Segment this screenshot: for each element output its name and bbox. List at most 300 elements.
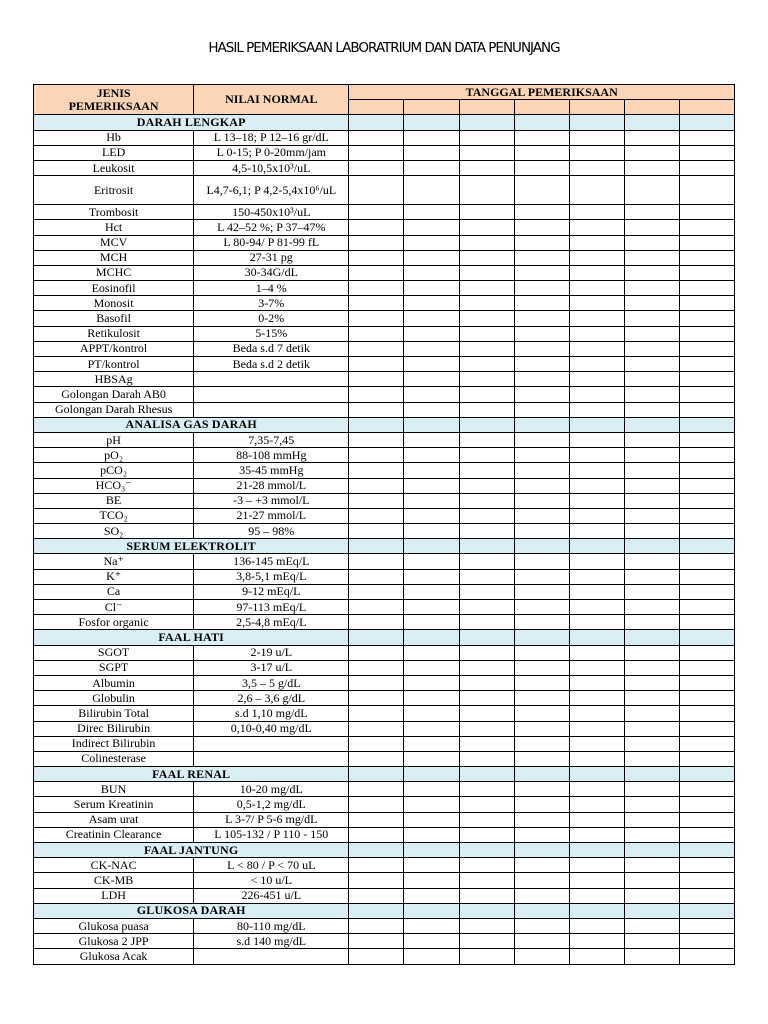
result-cell[interactable] xyxy=(569,721,624,736)
result-cell[interactable] xyxy=(349,706,404,721)
result-cell[interactable] xyxy=(624,660,679,675)
result-cell[interactable] xyxy=(404,706,459,721)
result-cell[interactable] xyxy=(514,645,569,660)
result-cell[interactable] xyxy=(459,858,514,873)
result-cell[interactable] xyxy=(459,205,514,220)
result-cell[interactable] xyxy=(514,402,569,417)
result-cell[interactable] xyxy=(404,448,459,463)
result-cell[interactable] xyxy=(349,281,404,296)
result-cell[interactable] xyxy=(349,584,404,599)
result-cell[interactable] xyxy=(679,220,734,235)
result-cell[interactable] xyxy=(569,357,624,372)
result-cell[interactable] xyxy=(514,554,569,569)
result-cell[interactable] xyxy=(569,176,624,205)
result-cell[interactable] xyxy=(569,402,624,417)
result-cell[interactable] xyxy=(679,675,734,690)
result-cell[interactable] xyxy=(679,736,734,751)
result-cell[interactable] xyxy=(624,205,679,220)
result-cell[interactable] xyxy=(679,357,734,372)
result-cell[interactable] xyxy=(459,281,514,296)
result-cell[interactable] xyxy=(624,296,679,311)
result-cell[interactable] xyxy=(404,341,459,356)
result-cell[interactable] xyxy=(679,584,734,599)
result-cell[interactable] xyxy=(459,675,514,690)
result-cell[interactable] xyxy=(679,524,734,539)
result-cell[interactable] xyxy=(679,508,734,523)
result-cell[interactable] xyxy=(349,873,404,888)
result-cell[interactable] xyxy=(349,250,404,265)
result-cell[interactable] xyxy=(679,205,734,220)
result-cell[interactable] xyxy=(459,463,514,478)
result-cell[interactable] xyxy=(404,569,459,584)
result-cell[interactable] xyxy=(459,448,514,463)
result-cell[interactable] xyxy=(679,176,734,205)
result-cell[interactable] xyxy=(514,463,569,478)
result-cell[interactable] xyxy=(459,341,514,356)
result-cell[interactable] xyxy=(514,812,569,827)
result-cell[interactable] xyxy=(404,645,459,660)
result-cell[interactable] xyxy=(679,145,734,160)
result-cell[interactable] xyxy=(679,888,734,903)
result-cell[interactable] xyxy=(514,145,569,160)
result-cell[interactable] xyxy=(514,326,569,341)
result-cell[interactable] xyxy=(679,600,734,615)
result-cell[interactable] xyxy=(459,508,514,523)
result-cell[interactable] xyxy=(569,736,624,751)
result-cell[interactable] xyxy=(514,584,569,599)
result-cell[interactable] xyxy=(404,160,459,175)
result-cell[interactable] xyxy=(459,569,514,584)
result-cell[interactable] xyxy=(514,311,569,326)
result-cell[interactable] xyxy=(514,250,569,265)
result-cell[interactable] xyxy=(514,797,569,812)
result-cell[interactable] xyxy=(569,432,624,447)
result-cell[interactable] xyxy=(514,341,569,356)
result-cell[interactable] xyxy=(679,706,734,721)
result-cell[interactable] xyxy=(514,205,569,220)
result-cell[interactable] xyxy=(404,600,459,615)
result-cell[interactable] xyxy=(679,402,734,417)
result-cell[interactable] xyxy=(624,812,679,827)
result-cell[interactable] xyxy=(459,478,514,493)
result-cell[interactable] xyxy=(569,463,624,478)
result-cell[interactable] xyxy=(404,524,459,539)
result-cell[interactable] xyxy=(349,493,404,508)
result-cell[interactable] xyxy=(679,478,734,493)
result-cell[interactable] xyxy=(624,432,679,447)
result-cell[interactable] xyxy=(459,782,514,797)
result-cell[interactable] xyxy=(514,220,569,235)
result-cell[interactable] xyxy=(404,797,459,812)
result-cell[interactable] xyxy=(624,782,679,797)
result-cell[interactable] xyxy=(459,554,514,569)
result-cell[interactable] xyxy=(459,130,514,145)
result-cell[interactable] xyxy=(349,888,404,903)
result-cell[interactable] xyxy=(514,918,569,933)
result-cell[interactable] xyxy=(624,463,679,478)
result-cell[interactable] xyxy=(569,311,624,326)
result-cell[interactable] xyxy=(404,782,459,797)
result-cell[interactable] xyxy=(349,615,404,630)
result-cell[interactable] xyxy=(679,660,734,675)
result-cell[interactable] xyxy=(459,357,514,372)
result-cell[interactable] xyxy=(514,691,569,706)
result-cell[interactable] xyxy=(569,160,624,175)
result-cell[interactable] xyxy=(624,357,679,372)
result-cell[interactable] xyxy=(569,691,624,706)
result-cell[interactable] xyxy=(349,751,404,766)
result-cell[interactable] xyxy=(569,524,624,539)
result-cell[interactable] xyxy=(569,569,624,584)
result-cell[interactable] xyxy=(679,782,734,797)
result-cell[interactable] xyxy=(679,296,734,311)
result-cell[interactable] xyxy=(349,448,404,463)
result-cell[interactable] xyxy=(349,160,404,175)
result-cell[interactable] xyxy=(404,235,459,250)
result-cell[interactable] xyxy=(569,873,624,888)
result-cell[interactable] xyxy=(459,265,514,280)
result-cell[interactable] xyxy=(624,554,679,569)
result-cell[interactable] xyxy=(459,326,514,341)
result-cell[interactable] xyxy=(569,858,624,873)
result-cell[interactable] xyxy=(349,736,404,751)
result-cell[interactable] xyxy=(514,524,569,539)
result-cell[interactable] xyxy=(679,265,734,280)
result-cell[interactable] xyxy=(459,296,514,311)
result-cell[interactable] xyxy=(514,265,569,280)
result-cell[interactable] xyxy=(624,584,679,599)
result-cell[interactable] xyxy=(624,372,679,387)
result-cell[interactable] xyxy=(404,432,459,447)
result-cell[interactable] xyxy=(349,554,404,569)
result-cell[interactable] xyxy=(679,691,734,706)
result-cell[interactable] xyxy=(624,873,679,888)
result-cell[interactable] xyxy=(514,736,569,751)
result-cell[interactable] xyxy=(349,432,404,447)
result-cell[interactable] xyxy=(349,600,404,615)
result-cell[interactable] xyxy=(349,934,404,949)
result-cell[interactable] xyxy=(349,205,404,220)
result-cell[interactable] xyxy=(514,949,569,964)
result-cell[interactable] xyxy=(459,949,514,964)
result-cell[interactable] xyxy=(569,888,624,903)
result-cell[interactable] xyxy=(514,130,569,145)
result-cell[interactable] xyxy=(459,311,514,326)
result-cell[interactable] xyxy=(569,949,624,964)
result-cell[interactable] xyxy=(569,934,624,949)
result-cell[interactable] xyxy=(404,281,459,296)
result-cell[interactable] xyxy=(459,918,514,933)
result-cell[interactable] xyxy=(459,615,514,630)
result-cell[interactable] xyxy=(404,660,459,675)
result-cell[interactable] xyxy=(459,888,514,903)
result-cell[interactable] xyxy=(569,326,624,341)
result-cell[interactable] xyxy=(514,357,569,372)
result-cell[interactable] xyxy=(459,873,514,888)
result-cell[interactable] xyxy=(404,130,459,145)
result-cell[interactable] xyxy=(679,949,734,964)
result-cell[interactable] xyxy=(569,645,624,660)
result-cell[interactable] xyxy=(679,797,734,812)
result-cell[interactable] xyxy=(349,372,404,387)
result-cell[interactable] xyxy=(514,478,569,493)
result-cell[interactable] xyxy=(624,176,679,205)
result-cell[interactable] xyxy=(404,812,459,827)
result-cell[interactable] xyxy=(349,645,404,660)
result-cell[interactable] xyxy=(679,812,734,827)
result-cell[interactable] xyxy=(624,493,679,508)
result-cell[interactable] xyxy=(404,463,459,478)
result-cell[interactable] xyxy=(349,569,404,584)
result-cell[interactable] xyxy=(569,812,624,827)
result-cell[interactable] xyxy=(679,311,734,326)
result-cell[interactable] xyxy=(569,235,624,250)
result-cell[interactable] xyxy=(459,691,514,706)
result-cell[interactable] xyxy=(624,645,679,660)
result-cell[interactable] xyxy=(679,463,734,478)
result-cell[interactable] xyxy=(349,341,404,356)
result-cell[interactable] xyxy=(459,827,514,842)
result-cell[interactable] xyxy=(459,584,514,599)
result-cell[interactable] xyxy=(404,751,459,766)
result-cell[interactable] xyxy=(349,176,404,205)
result-cell[interactable] xyxy=(679,341,734,356)
result-cell[interactable] xyxy=(349,508,404,523)
result-cell[interactable] xyxy=(514,493,569,508)
result-cell[interactable] xyxy=(404,296,459,311)
result-cell[interactable] xyxy=(624,569,679,584)
result-cell[interactable] xyxy=(514,600,569,615)
result-cell[interactable] xyxy=(404,615,459,630)
result-cell[interactable] xyxy=(459,493,514,508)
result-cell[interactable] xyxy=(569,508,624,523)
result-cell[interactable] xyxy=(624,341,679,356)
result-cell[interactable] xyxy=(514,296,569,311)
result-cell[interactable] xyxy=(679,160,734,175)
result-cell[interactable] xyxy=(569,478,624,493)
result-cell[interactable] xyxy=(349,918,404,933)
result-cell[interactable] xyxy=(404,387,459,402)
result-cell[interactable] xyxy=(569,554,624,569)
result-cell[interactable] xyxy=(679,372,734,387)
result-cell[interactable] xyxy=(569,493,624,508)
result-cell[interactable] xyxy=(459,797,514,812)
result-cell[interactable] xyxy=(624,934,679,949)
result-cell[interactable] xyxy=(459,145,514,160)
result-cell[interactable] xyxy=(569,372,624,387)
result-cell[interactable] xyxy=(624,478,679,493)
result-cell[interactable] xyxy=(349,402,404,417)
result-cell[interactable] xyxy=(349,691,404,706)
result-cell[interactable] xyxy=(404,176,459,205)
result-cell[interactable] xyxy=(349,660,404,675)
result-cell[interactable] xyxy=(404,827,459,842)
result-cell[interactable] xyxy=(679,615,734,630)
result-cell[interactable] xyxy=(569,265,624,280)
result-cell[interactable] xyxy=(404,265,459,280)
result-cell[interactable] xyxy=(404,873,459,888)
result-cell[interactable] xyxy=(679,751,734,766)
result-cell[interactable] xyxy=(349,296,404,311)
result-cell[interactable] xyxy=(514,827,569,842)
result-cell[interactable] xyxy=(624,736,679,751)
result-cell[interactable] xyxy=(624,250,679,265)
result-cell[interactable] xyxy=(679,569,734,584)
result-cell[interactable] xyxy=(349,858,404,873)
result-cell[interactable] xyxy=(459,751,514,766)
result-cell[interactable] xyxy=(569,220,624,235)
result-cell[interactable] xyxy=(404,311,459,326)
result-cell[interactable] xyxy=(624,160,679,175)
result-cell[interactable] xyxy=(569,145,624,160)
result-cell[interactable] xyxy=(679,448,734,463)
result-cell[interactable] xyxy=(679,130,734,145)
result-cell[interactable] xyxy=(569,250,624,265)
result-cell[interactable] xyxy=(624,524,679,539)
result-cell[interactable] xyxy=(514,706,569,721)
result-cell[interactable] xyxy=(514,675,569,690)
result-cell[interactable] xyxy=(514,934,569,949)
result-cell[interactable] xyxy=(349,797,404,812)
result-cell[interactable] xyxy=(624,751,679,766)
result-cell[interactable] xyxy=(679,281,734,296)
result-cell[interactable] xyxy=(624,220,679,235)
result-cell[interactable] xyxy=(404,736,459,751)
result-cell[interactable] xyxy=(459,220,514,235)
result-cell[interactable] xyxy=(679,387,734,402)
result-cell[interactable] xyxy=(404,584,459,599)
result-cell[interactable] xyxy=(404,934,459,949)
result-cell[interactable] xyxy=(624,918,679,933)
result-cell[interactable] xyxy=(459,660,514,675)
result-cell[interactable] xyxy=(569,341,624,356)
result-cell[interactable] xyxy=(404,145,459,160)
result-cell[interactable] xyxy=(349,721,404,736)
result-cell[interactable] xyxy=(459,160,514,175)
result-cell[interactable] xyxy=(679,493,734,508)
result-cell[interactable] xyxy=(404,675,459,690)
result-cell[interactable] xyxy=(624,145,679,160)
result-cell[interactable] xyxy=(349,478,404,493)
result-cell[interactable] xyxy=(679,934,734,949)
result-cell[interactable] xyxy=(349,812,404,827)
result-cell[interactable] xyxy=(514,615,569,630)
result-cell[interactable] xyxy=(569,296,624,311)
result-cell[interactable] xyxy=(624,265,679,280)
result-cell[interactable] xyxy=(404,508,459,523)
result-cell[interactable] xyxy=(624,675,679,690)
result-cell[interactable] xyxy=(679,721,734,736)
result-cell[interactable] xyxy=(679,326,734,341)
result-cell[interactable] xyxy=(459,736,514,751)
result-cell[interactable] xyxy=(459,402,514,417)
result-cell[interactable] xyxy=(349,235,404,250)
result-cell[interactable] xyxy=(569,584,624,599)
result-cell[interactable] xyxy=(569,751,624,766)
result-cell[interactable] xyxy=(679,873,734,888)
result-cell[interactable] xyxy=(459,432,514,447)
result-cell[interactable] xyxy=(624,888,679,903)
result-cell[interactable] xyxy=(404,858,459,873)
result-cell[interactable] xyxy=(569,615,624,630)
result-cell[interactable] xyxy=(569,130,624,145)
result-cell[interactable] xyxy=(569,706,624,721)
result-cell[interactable] xyxy=(459,235,514,250)
result-cell[interactable] xyxy=(459,387,514,402)
result-cell[interactable] xyxy=(514,569,569,584)
result-cell[interactable] xyxy=(624,235,679,250)
result-cell[interactable] xyxy=(514,281,569,296)
result-cell[interactable] xyxy=(624,706,679,721)
result-cell[interactable] xyxy=(404,949,459,964)
result-cell[interactable] xyxy=(569,281,624,296)
result-cell[interactable] xyxy=(404,250,459,265)
result-cell[interactable] xyxy=(349,463,404,478)
result-cell[interactable] xyxy=(404,326,459,341)
result-cell[interactable] xyxy=(624,326,679,341)
result-cell[interactable] xyxy=(349,949,404,964)
result-cell[interactable] xyxy=(624,508,679,523)
result-cell[interactable] xyxy=(459,645,514,660)
result-cell[interactable] xyxy=(569,918,624,933)
result-cell[interactable] xyxy=(514,448,569,463)
result-cell[interactable] xyxy=(679,858,734,873)
result-cell[interactable] xyxy=(679,432,734,447)
result-cell[interactable] xyxy=(349,782,404,797)
result-cell[interactable] xyxy=(404,918,459,933)
result-cell[interactable] xyxy=(679,827,734,842)
result-cell[interactable] xyxy=(404,357,459,372)
result-cell[interactable] xyxy=(404,205,459,220)
result-cell[interactable] xyxy=(349,675,404,690)
result-cell[interactable] xyxy=(624,448,679,463)
result-cell[interactable] xyxy=(459,524,514,539)
result-cell[interactable] xyxy=(514,387,569,402)
result-cell[interactable] xyxy=(569,600,624,615)
result-cell[interactable] xyxy=(349,220,404,235)
result-cell[interactable] xyxy=(404,372,459,387)
result-cell[interactable] xyxy=(349,265,404,280)
result-cell[interactable] xyxy=(569,675,624,690)
result-cell[interactable] xyxy=(404,220,459,235)
result-cell[interactable] xyxy=(514,235,569,250)
result-cell[interactable] xyxy=(459,176,514,205)
result-cell[interactable] xyxy=(349,326,404,341)
result-cell[interactable] xyxy=(349,357,404,372)
result-cell[interactable] xyxy=(624,387,679,402)
result-cell[interactable] xyxy=(514,176,569,205)
result-cell[interactable] xyxy=(514,508,569,523)
result-cell[interactable] xyxy=(514,160,569,175)
result-cell[interactable] xyxy=(459,812,514,827)
result-cell[interactable] xyxy=(459,706,514,721)
result-cell[interactable] xyxy=(624,402,679,417)
result-cell[interactable] xyxy=(679,235,734,250)
result-cell[interactable] xyxy=(514,888,569,903)
result-cell[interactable] xyxy=(569,782,624,797)
result-cell[interactable] xyxy=(404,493,459,508)
result-cell[interactable] xyxy=(404,478,459,493)
result-cell[interactable] xyxy=(679,918,734,933)
result-cell[interactable] xyxy=(459,600,514,615)
result-cell[interactable] xyxy=(349,387,404,402)
result-cell[interactable] xyxy=(624,949,679,964)
result-cell[interactable] xyxy=(514,660,569,675)
result-cell[interactable] xyxy=(404,402,459,417)
result-cell[interactable] xyxy=(349,827,404,842)
result-cell[interactable] xyxy=(624,615,679,630)
result-cell[interactable] xyxy=(624,827,679,842)
